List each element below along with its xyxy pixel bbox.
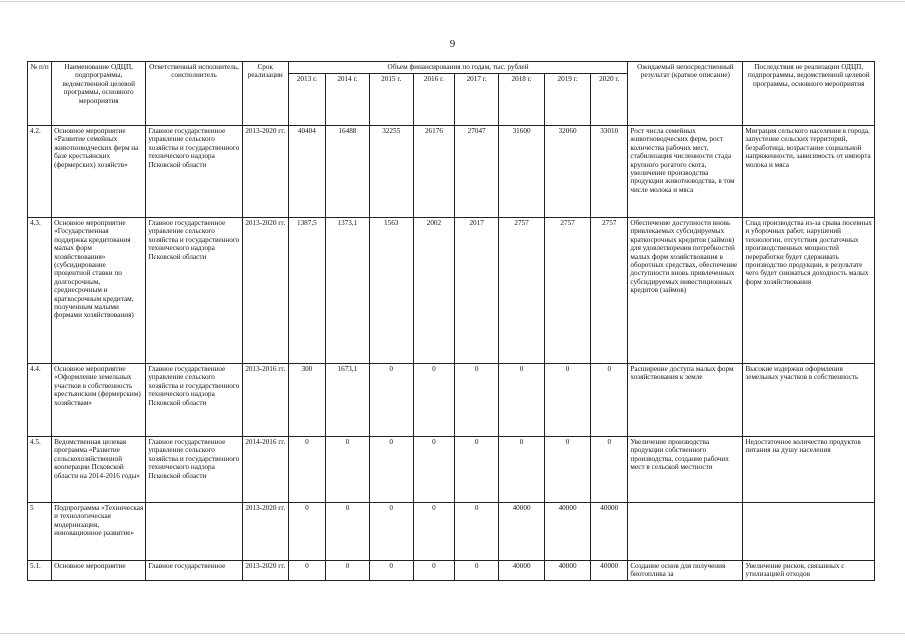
row-term: 2013-2016 гг. [242,364,288,437]
row-value: 2757 [591,218,628,364]
row-value: 1373,1 [325,218,369,364]
row-name: Основное мероприятие «Государственная поддержка кредитования малых форм хозяйствования» (субсидирование процентной ставки по долгосрочным, среднесрочным и краткосрочным кредитам, полученным малыми формами хозяйствования) [52,218,146,364]
row-number: 4.2. [28,126,52,218]
row-value: 0 [288,437,325,503]
row-term: 2013-2020 гг. [242,503,288,561]
row-value: 0 [499,437,545,503]
row-result: Создание основ для получения биотоплива за [628,561,743,581]
row-value: 40000 [545,503,591,561]
row-name: Подпрограмма «Техническая и технологическая модернизация, инновационное развитие» [52,503,146,561]
row-value: 2757 [499,218,545,364]
header-year: 2018 г. [499,74,545,126]
row-name: Основное мероприятие «Оформление земельных участков в собственность крестьянским (фермерским) хозяйствам» [52,364,146,437]
row-number: 4.5. [28,437,52,503]
row-responsible: Главное государственное управление сельского хозяйства и государственного технического надзора Псковской области [146,126,242,218]
header-year: 2014 г. [325,74,369,126]
row-value: 0 [455,503,499,561]
row-result: Рост числа семейных животноводческих ферм, рост количества рабочих мест, стабилизация численности стада крупного рогатого скота, увеличение производства продукции животноводства, в том числе молока и мяса [628,126,743,218]
row-value: 40000 [499,561,545,581]
row-value: 2017 [455,218,499,364]
header-no: № п/п [28,62,52,126]
row-value: 0 [369,561,413,581]
row-value: 0 [288,561,325,581]
row-value: 0 [455,561,499,581]
row-name: Основное мероприятие «Развитие семейных животноводческих ферм на базе крестьянских (фермерских) хозяйств» [52,126,146,218]
header-year: 2016 г. [413,74,455,126]
row-value: 26176 [413,126,455,218]
scan-top-edge [0,1,905,2]
row-value: 300 [288,364,325,437]
header-row-1 [28,62,875,74]
row-result: Обеспечение доступности вновь привлекаемых субсидируемых краткосрочных кредитов (займов) для удовлетворения потребностей малых форм хозяйствования в оборотных средствах, обеспечение доступности вновь привлеченных субсидируемых инвестиционных кредитов (займов) [628,218,743,364]
row-result: Расширение доступа малых форм хозяйствования к земле [628,364,743,437]
row-value: 0 [288,503,325,561]
row-result [628,503,743,561]
header-year: 2020 г. [591,74,628,126]
row-consequences: Спад производства из-за срыва посевных и уборочных работ, нарушений технологии, отсутствия достаточных производственных мощностей переработки будет сдерживать производство продукции, в результате чего будет снижаться доходность малых форм хозяйствования [743,218,875,364]
table-row [28,126,875,218]
row-value: 1563 [369,218,413,364]
table-row [28,218,875,364]
row-value: 0 [455,437,499,503]
header-year: 2019 г. [545,74,591,126]
row-responsible: Главное государственное управление сельского хозяйства и государственного технического надзора Псковской области [146,218,242,364]
row-consequences: Миграция сельского населения в города, запустение сельских территорий, безработица, возрастание социальной напряженности, зависимость от импорта молока и мяса [743,126,875,218]
row-value: 16488 [325,126,369,218]
header-responsible: Ответственный исполнитель, соисполнитель [146,62,242,126]
row-value: 32060 [545,126,591,218]
row-number: 5.1. [28,561,52,581]
row-value: 40000 [591,561,628,581]
row-number: 5 [28,503,52,561]
header-funding: Объем финансирования по годам, тыс. рублей [288,62,628,74]
row-value: 0 [369,437,413,503]
row-value: 0 [325,437,369,503]
row-value: 0 [545,437,591,503]
page-number: 9 [449,38,456,50]
row-value: 40000 [591,503,628,561]
row-value: 0 [369,364,413,437]
header-term: Срок реализации [242,62,288,126]
row-value: 0 [325,561,369,581]
header-consequences: Последствия не реализации ОДЦП, подпрограммы, ведомственной целевой программы, основного мероприятия [743,62,875,126]
row-value: 1387,5 [288,218,325,364]
row-value: 0 [325,503,369,561]
row-value: 32255 [369,126,413,218]
row-value: 0 [369,503,413,561]
row-value: 40000 [545,561,591,581]
row-value: 0 [413,561,455,581]
row-consequences: Недостаточное количество продуктов питания на душу населения [743,437,875,503]
row-consequences [743,503,875,561]
row-term: 2013-2020 гг. [242,561,288,581]
row-value: 0 [499,364,545,437]
table-body [28,126,875,581]
row-consequences: Высокие издержки оформления земельных участков в собственность [743,364,875,437]
row-value: 0 [413,364,455,437]
row-responsible: Главное государственное управление сельского хозяйства и государственного технического надзора Псковской области [146,364,242,437]
header-year: 2015 г. [369,74,413,126]
row-value: 31600 [499,126,545,218]
row-term: 2013-2020 гг. [242,218,288,364]
row-value: 0 [545,364,591,437]
row-value: 0 [413,437,455,503]
row-responsible: Главное государственное [146,561,242,581]
row-term: 2013-2020 гг. [242,126,288,218]
row-value: 27047 [455,126,499,218]
table-row [28,503,875,561]
scan-bottom-edge [0,633,905,634]
table-row [28,364,875,437]
table-row [28,561,875,581]
program-table [27,61,875,581]
row-value: 1673,1 [325,364,369,437]
row-value: 2002 [413,218,455,364]
row-value: 33010 [591,126,628,218]
row-value: 0 [455,364,499,437]
row-name: Основное мероприятие [52,561,146,581]
row-value: 0 [591,364,628,437]
table-row [28,437,875,503]
row-name: Ведомственная целевая программа «Развитие сельскохозяйственной кооперации Псковской области на 2014-2016 годы» [52,437,146,503]
row-number: 4.3. [28,218,52,364]
header-name: Наименование ОДЦП, подпрограммы, ведомственной целевой программы, основного мероприятия [52,62,146,126]
row-responsible: Главное государственное управление сельского хозяйства и государственного технического надзора Псковской области [146,437,242,503]
header-result: Ожидаемый непосредственный результат (краткое описание) [628,62,743,126]
row-result: Увеличение производства продукции собственного производства, создание рабочих мест в сельской местности [628,437,743,503]
row-responsible [146,503,242,561]
row-value: 40404 [288,126,325,218]
row-consequences: Увеличение рисков, связанных с утилизацией отходов [743,561,875,581]
row-number: 4.4. [28,364,52,437]
header-year: 2017 г. [455,74,499,126]
row-value: 40000 [499,503,545,561]
row-value: 0 [591,437,628,503]
row-value: 0 [413,503,455,561]
row-term: 2014-2016 гг. [242,437,288,503]
header-year: 2013 г. [288,74,325,126]
row-value: 2757 [545,218,591,364]
